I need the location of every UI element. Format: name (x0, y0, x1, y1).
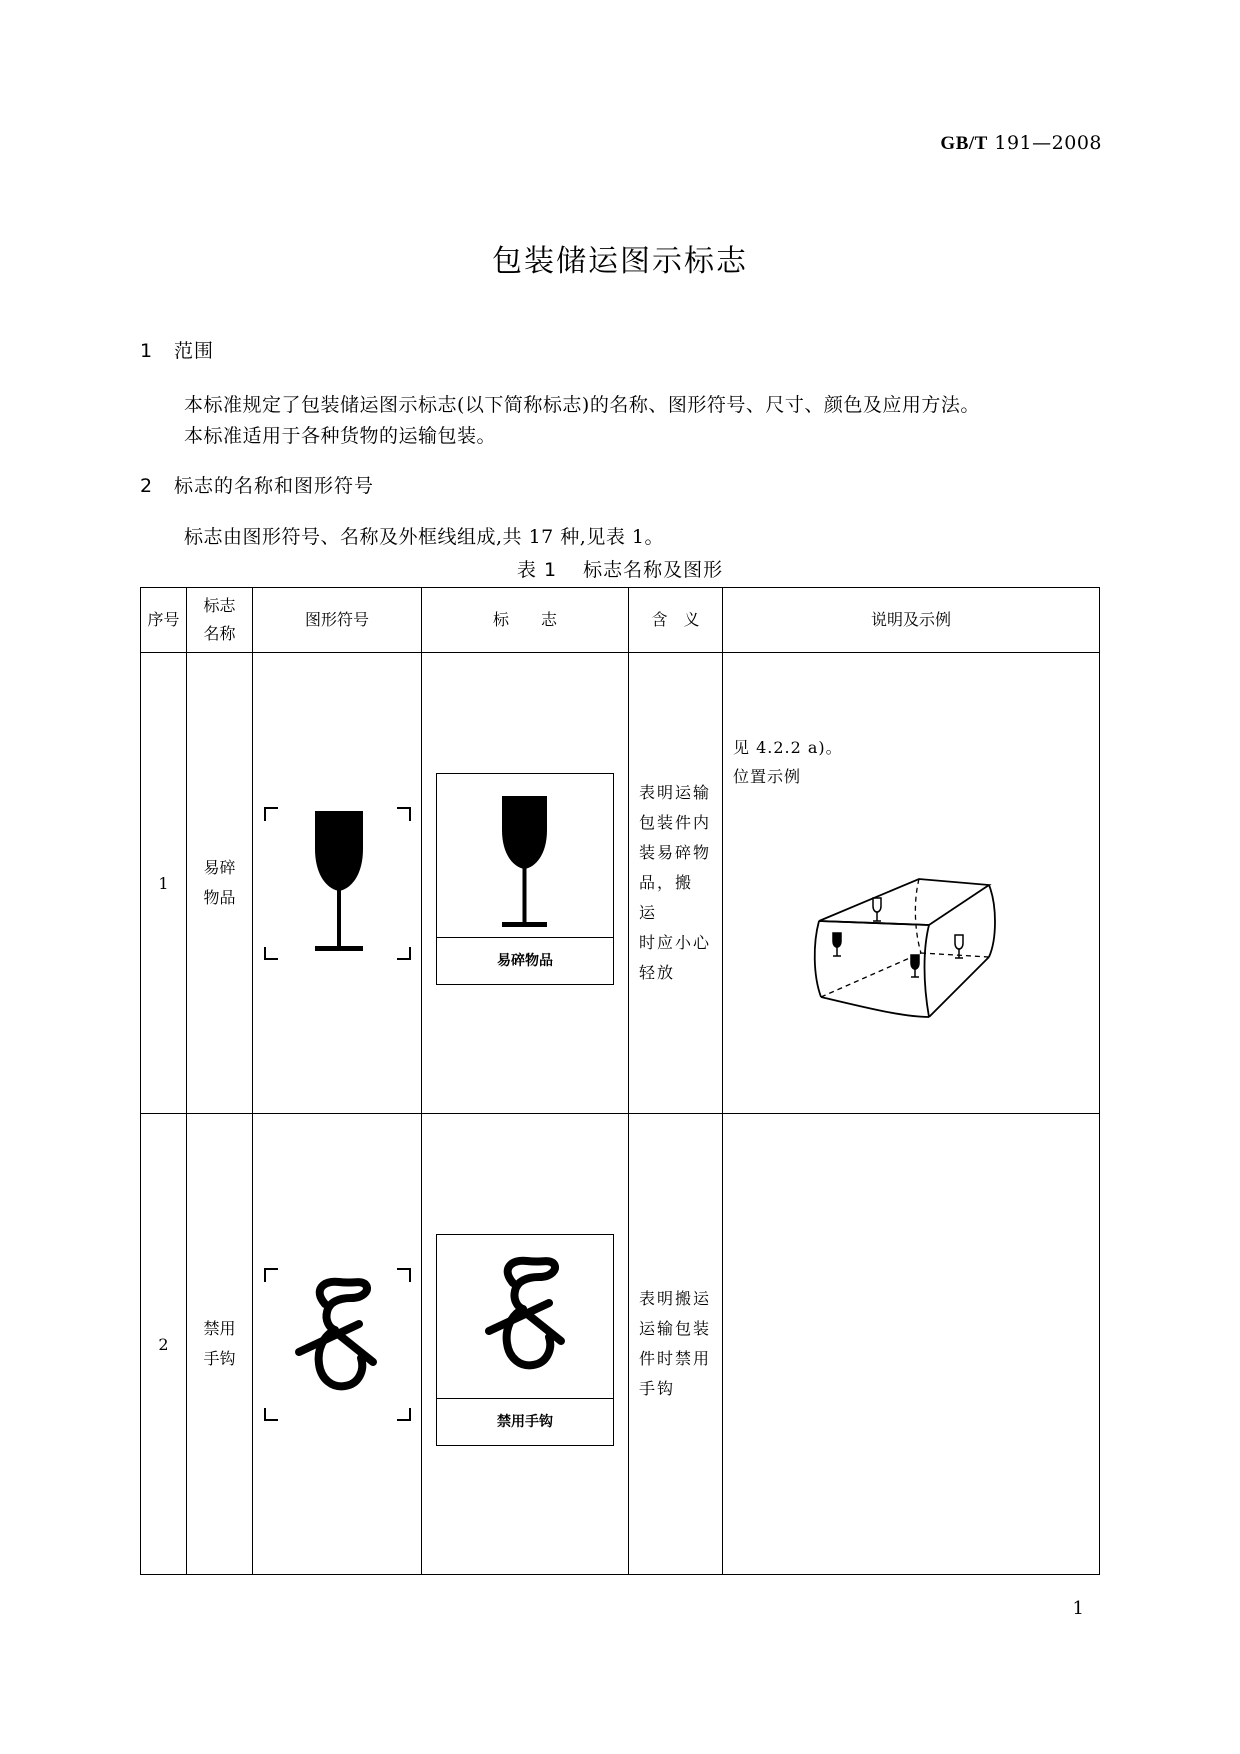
section-heading-scope (140, 336, 214, 363)
meaning-line: 装易碎物 (639, 843, 712, 862)
marks-paragraph-1: 标志由图形符号、名称及外框线组成,共 17 种,见表 1。 (184, 526, 664, 548)
row-meaning (629, 1114, 723, 1575)
no-hook-icon (253, 1114, 422, 1574)
no-hook-icon (437, 1235, 612, 1399)
meaning-line: 时应小心 (639, 933, 712, 952)
section-title: 标志的名称和图形符号 (174, 475, 375, 497)
row-name (187, 653, 253, 1114)
table-caption-text: 标志名称及图形 (583, 559, 724, 581)
row-serial: 2 (141, 1114, 187, 1575)
row-meaning (629, 653, 723, 1114)
row-name-line-2: 手钩 (203, 1349, 236, 1368)
section-heading-marks (140, 471, 374, 498)
note-reference: 见 4.2.2 a)。 (733, 738, 843, 757)
row-mark-cell (422, 1114, 629, 1575)
mark-label-text: 禁用手钩 (437, 1398, 613, 1445)
row-symbol-cell (253, 653, 422, 1114)
row-name-line-2: 物品 (203, 888, 236, 907)
scope-paragraph-2: 本标准适用于各种货物的运输包装。 (184, 425, 497, 447)
mark-label-text: 易碎物品 (437, 937, 613, 984)
meaning-line: 表明搬运 (639, 1289, 712, 1308)
no-hook-mark-label (436, 1234, 614, 1446)
header-meaning: 含 义 (629, 588, 723, 653)
table-row (141, 653, 1100, 1114)
row-serial: 1 (141, 653, 187, 1114)
table-caption (0, 555, 1240, 582)
row-notes (723, 1114, 1100, 1575)
package-placement-example (723, 653, 1100, 1113)
table-header-row (141, 588, 1100, 653)
row-symbol-cell (253, 1114, 422, 1575)
fragile-mark-label (436, 773, 614, 985)
header-mark: 标 志 (422, 588, 629, 653)
marks-table (140, 587, 1100, 1575)
meaning-line: 件时禁用 (639, 1349, 712, 1368)
section-number: 1 (140, 340, 154, 362)
row-name (187, 1114, 253, 1575)
header-symbol: 图形符号 (253, 588, 422, 653)
standard-code (940, 132, 1102, 155)
header-name-line-1: 标志 (203, 596, 236, 615)
meaning-line: 品，搬 运 (639, 873, 694, 922)
table-row (141, 1114, 1100, 1575)
header-notes: 说明及示例 (723, 588, 1100, 653)
page-number: 1 (1072, 1598, 1084, 1619)
row-name-line-1: 易碎 (203, 858, 236, 877)
standard-code-prefix: GB/T (940, 133, 988, 154)
section-title: 范围 (174, 340, 215, 362)
meaning-line: 运输包装 (639, 1319, 712, 1338)
row-mark-cell (422, 653, 629, 1114)
header-serial: 序号 (141, 588, 187, 653)
document-title: 包装储运图示标志 (492, 244, 748, 279)
meaning-line: 轻放 (639, 963, 676, 982)
fragile-glass-icon (253, 653, 422, 1113)
standard-code-number: 191—2008 (994, 132, 1102, 154)
header-name (187, 588, 253, 653)
meaning-line: 包装件内 (639, 813, 712, 832)
scope-paragraph-1: 本标准规定了包装储运图示标志(以下简称标志)的名称、图形符号、尺寸、颜色及应用方法。 (184, 394, 980, 416)
meaning-line: 表明运输 (639, 783, 712, 802)
fragile-glass-icon (437, 774, 612, 938)
section-number: 2 (140, 475, 154, 497)
row-name-line-1: 禁用 (203, 1319, 236, 1338)
table-caption-number: 表 1 (516, 559, 558, 581)
row-notes (723, 653, 1100, 1114)
meaning-line: 手钩 (639, 1379, 676, 1398)
header-name-line-2: 名称 (203, 624, 236, 643)
note-caption: 位置示例 (733, 767, 802, 786)
